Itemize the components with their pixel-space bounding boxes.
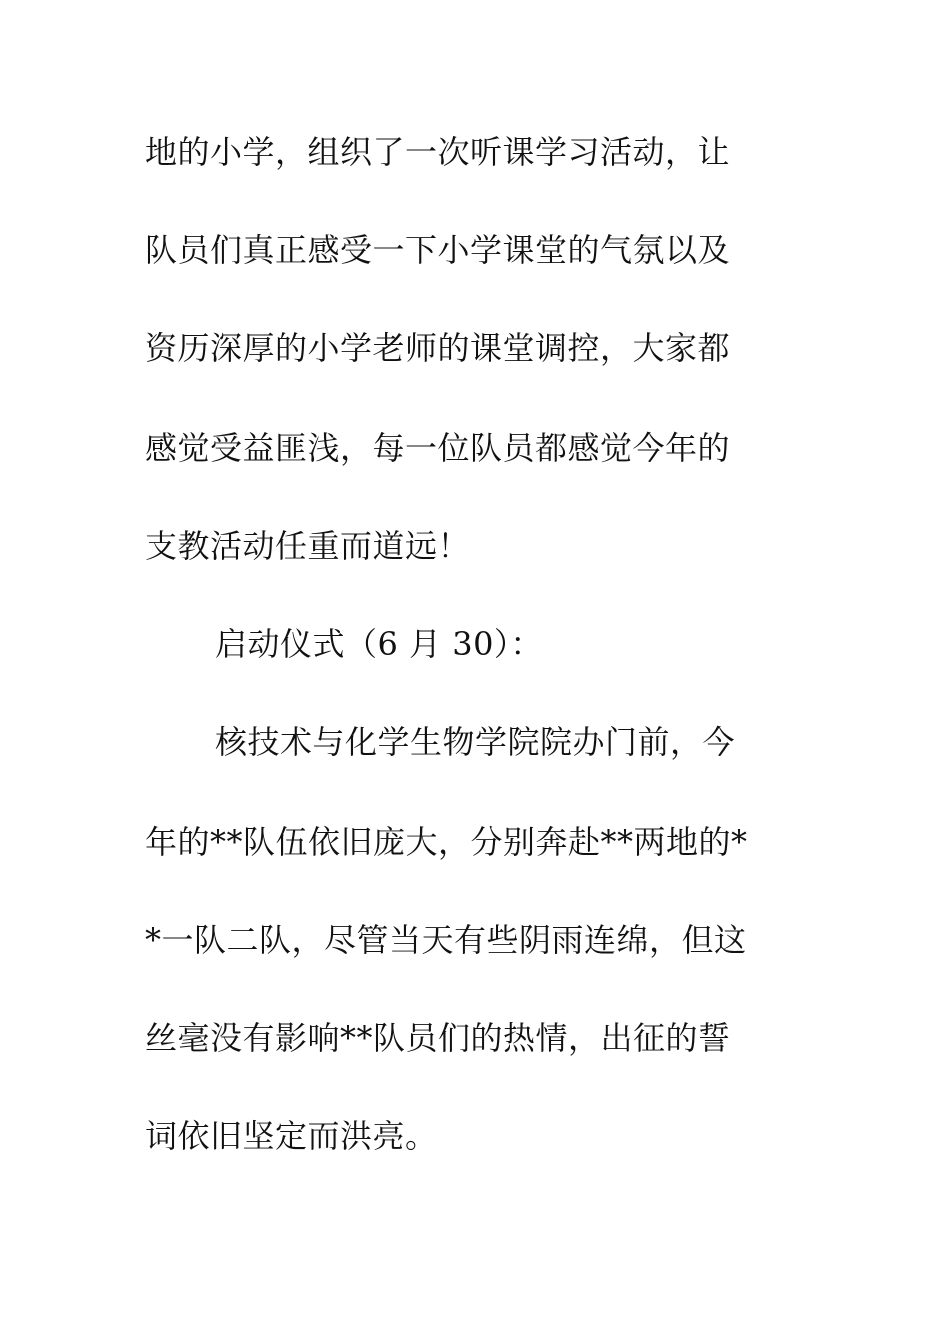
text-line: 年的**队伍依旧庞大，分别奔赴**两地的* (145, 823, 748, 861)
text-line: *一队二队，尽管当天有些阴雨连绵，但这 (145, 921, 747, 959)
text-line: 支教活动任重而道远！ (145, 527, 471, 565)
text-line: 感觉受益匪浅，每一位队员都感觉今年的 (145, 429, 731, 467)
text-line: 丝毫没有影响**队员们的热情，出征的誓 (145, 1019, 731, 1057)
text-line: 资历深厚的小学老师的课堂调控，大家都 (145, 329, 731, 367)
section-heading: 启动仪式（6 月 30）： (215, 625, 543, 663)
text-line: 词依旧坚定而洪亮。 (145, 1117, 438, 1155)
text-line: 队员们真正感受一下小学课堂的气氛以及 (145, 231, 731, 269)
paragraph-first-line: 核技术与化学生物学院院办门前，今 (215, 723, 736, 761)
text-line: 地的小学，组织了一次听课学习活动，让 (145, 133, 731, 171)
